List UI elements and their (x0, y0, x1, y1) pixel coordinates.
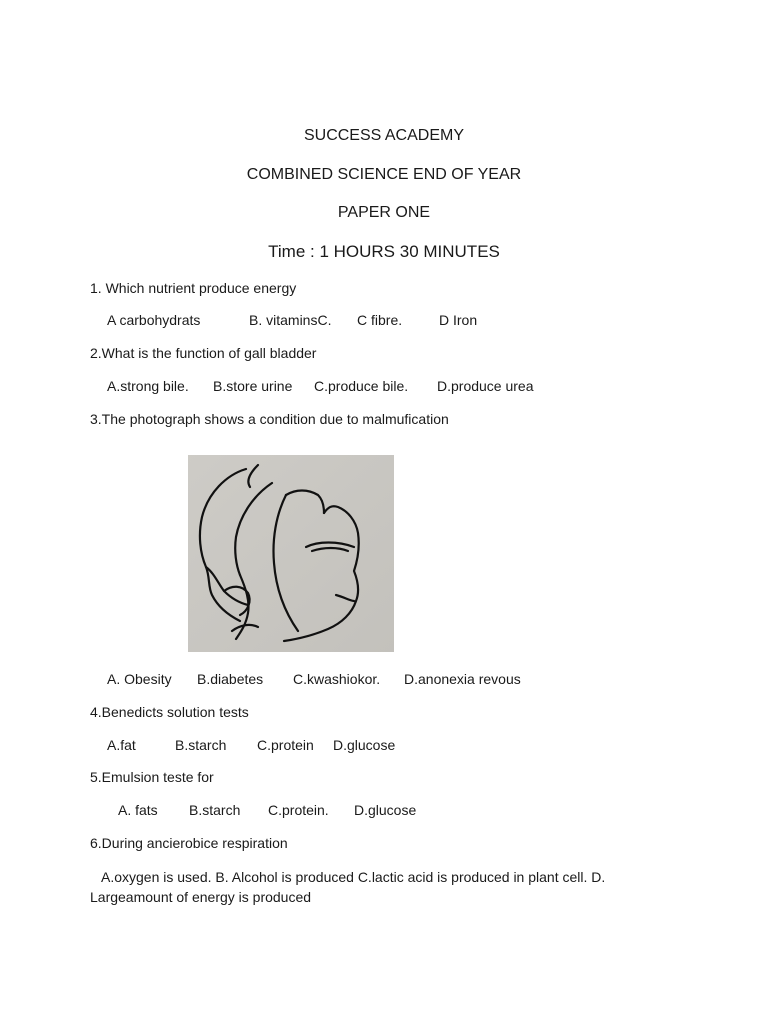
q4-option-a: A.fat (107, 737, 136, 753)
q5-option-c: C.protein. (268, 802, 329, 818)
q4-option-d: D.glucose (333, 737, 396, 753)
q2-option-b: B.store urine (213, 378, 293, 394)
q5-option-a: A. fats (118, 802, 158, 818)
school-title: SUCCESS ACADEMY (303, 127, 465, 144)
question-4: 4.Benedicts solution tests (90, 704, 249, 720)
question-2: 2.What is the function of gall bladder (90, 345, 317, 361)
question-1: 1. Which nutrient produce energy (90, 280, 297, 296)
malnutrition-sketch-photo (188, 455, 394, 652)
q5-option-d: D.glucose (354, 802, 417, 818)
time-label: Time : 1 HOURS 30 MINUTES (268, 242, 500, 261)
q4-option-b: B.starch (175, 737, 227, 753)
q6-options: A.oxygen is used. B. Alcohol is produced C.lactic acid is produced in plant cell. D. Largeamount of energy is produced (90, 869, 606, 905)
question-5: 5.Emulsion teste for (90, 769, 214, 785)
q2-option-d: D.produce urea (437, 378, 534, 394)
paper-title: PAPER ONE (337, 204, 431, 221)
question-3: 3.The photograph shows a condition due to malmufication (90, 411, 449, 427)
q2-option-a: A.strong bile. (107, 378, 189, 394)
q3-option-c: C.kwashiokor. (293, 671, 381, 687)
q1-option-a: A carbohydrats (107, 312, 201, 328)
exam-title: COMBINED SCIENCE END OF YEAR (246, 166, 522, 183)
q2-option-c: C.produce bile. (314, 378, 409, 394)
q4-option-c: C.protein (257, 737, 314, 753)
q5-option-b: B.starch (189, 802, 241, 818)
q3-option-a: A. Obesity (107, 671, 172, 687)
q1-option-c: C fibre. (357, 312, 403, 328)
q1-option-b: B. vitaminsC. (249, 312, 332, 328)
question-6: 6.During ancierobice respiration (90, 835, 288, 851)
q3-option-b: B.diabetes (197, 671, 264, 687)
q1-option-d: D Iron (439, 312, 478, 328)
q3-option-d: D.anonexia revous (404, 671, 521, 687)
